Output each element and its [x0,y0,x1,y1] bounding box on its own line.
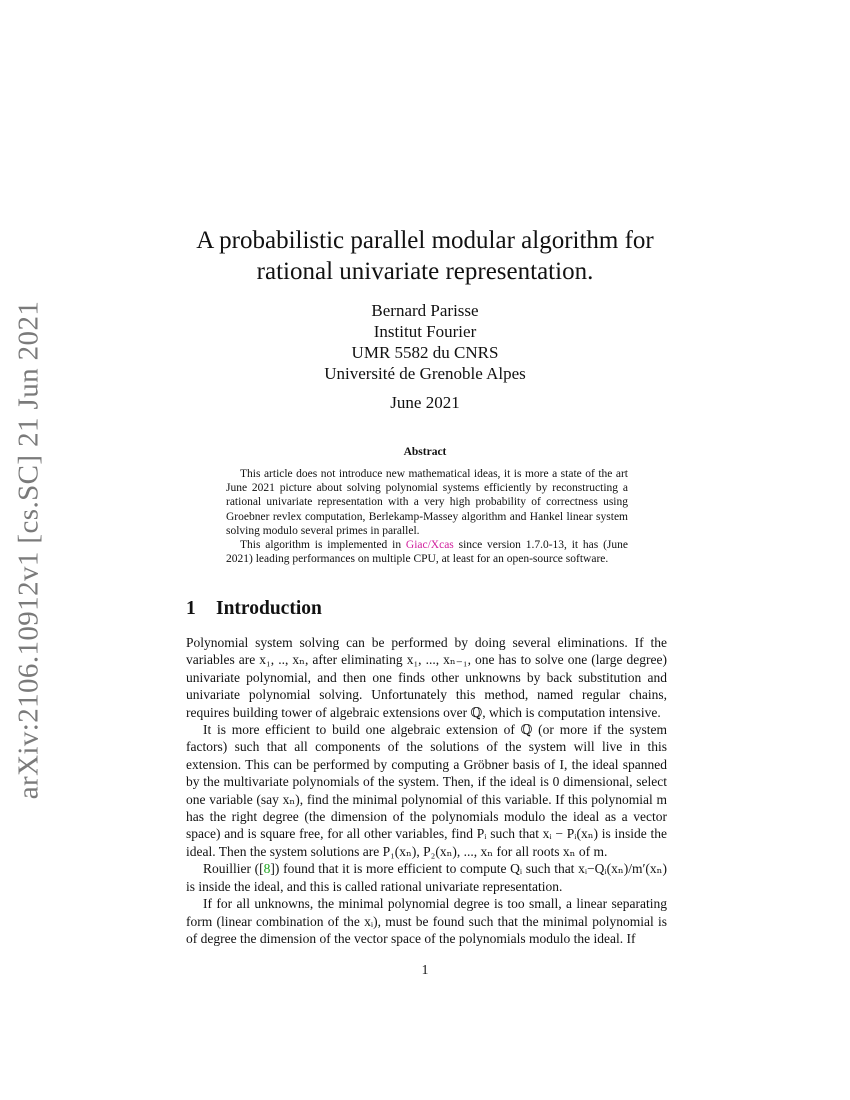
abstract-paragraph-1: This article does not introduce new mathematical ideas, it is more a state of the art June 2021 picture about solving polynomial systems efficiently by reconstructing a rational univariate representation with a very high probability of correctness using Groebner revlex computation, Berlekamp-Massey algorithm and Hankel linear system solving modulo several primes in parallel. [226,468,628,537]
affiliation-2: UMR 5582 du CNRS [351,343,499,362]
body-paragraph-2: It is more efficient to build one algebraic extension of ℚ (or more if the system factors) such that all components of the solutions of the system will live in this extension. This can be performed by computing a Gröbner basis of I, the ideal spanned by the multivariate polynomials of the system. Then, if the ideal is 0 dimensional, select one variable (say xₙ), find the minimal polynomial of this variable. If this polynomial m has the right degree (the dimension of the polynomials modulo the ideal as a vector space) and is square free, for all other variables, find Pᵢ such that xᵢ − Pᵢ(xₙ) is inside the ideal. Then the system solutions are P₁(xₙ), P₂(xₙ), ..., xₙ for all roots xₙ of m. [186,722,667,859]
author-block [0,300,850,384]
arxiv-identifier: arXiv:2106.10912v1 [cs.SC] 21 Jun 2021 [12,300,45,800]
paper-title [0,225,850,287]
abstract-text: since version 1.7.0-13, it has (June 2021) leading performances on multiple CPU, at least for an open-source software. [226,539,628,566]
section-body [186,634,667,947]
body-paragraph-1: Polynomial system solving can be performed by doing several eliminations. If the variables are x₁, .., xₙ, after eliminating x₁, ..., xₙ₋₁, one has to solve one (large degree) univariate polynomial, and then one finds other unknowns by back substitution and univariate polynomial solving. Unfortunately this method, named regular chains, requires building tower of algebraic extensions over ℚ, which is computation intensive. [186,635,667,720]
abstract-text: This algorithm is implemented in [240,539,406,552]
body-paragraph-3 [186,860,667,895]
giac-xcas-link[interactable]: Giac/Xcas [405,539,454,552]
abstract-body [226,467,628,566]
section-title: Introduction [216,598,322,619]
body-text: Rouillier ([ [203,861,264,877]
title-line-1: A probabilistic parallel modular algorithm for [196,227,654,254]
section-heading [186,598,322,620]
body-paragraph-4: If for all unknowns, the minimal polynomial degree is too small, a linear separating form (linear combination of the xᵢ), must be found such that the minimal polynomial is of degree the dimension of the vector space of the polynomials modulo the ideal. If [186,896,667,946]
section-number: 1 [186,598,196,619]
page-number: 1 [421,962,429,977]
affiliation-3: Université de Grenoble Alpes [324,364,526,383]
title-line-2: rational univariate representation. [256,258,594,285]
citation-link[interactable]: 8 [263,861,271,877]
body-text: ]) found that it is more efficient to compute Qᵢ such that xᵢ−Qᵢ(xₙ)/m′(xₙ) is inside the ideal, and this is called rational univariate representation. [186,861,667,894]
affiliation-1: Institut Fourier [373,322,477,341]
paper-date: June 2021 [390,393,460,412]
abstract-paragraph-2 [226,538,628,566]
author-name: Bernard Parisse [371,301,479,320]
abstract-heading: Abstract [403,446,447,458]
